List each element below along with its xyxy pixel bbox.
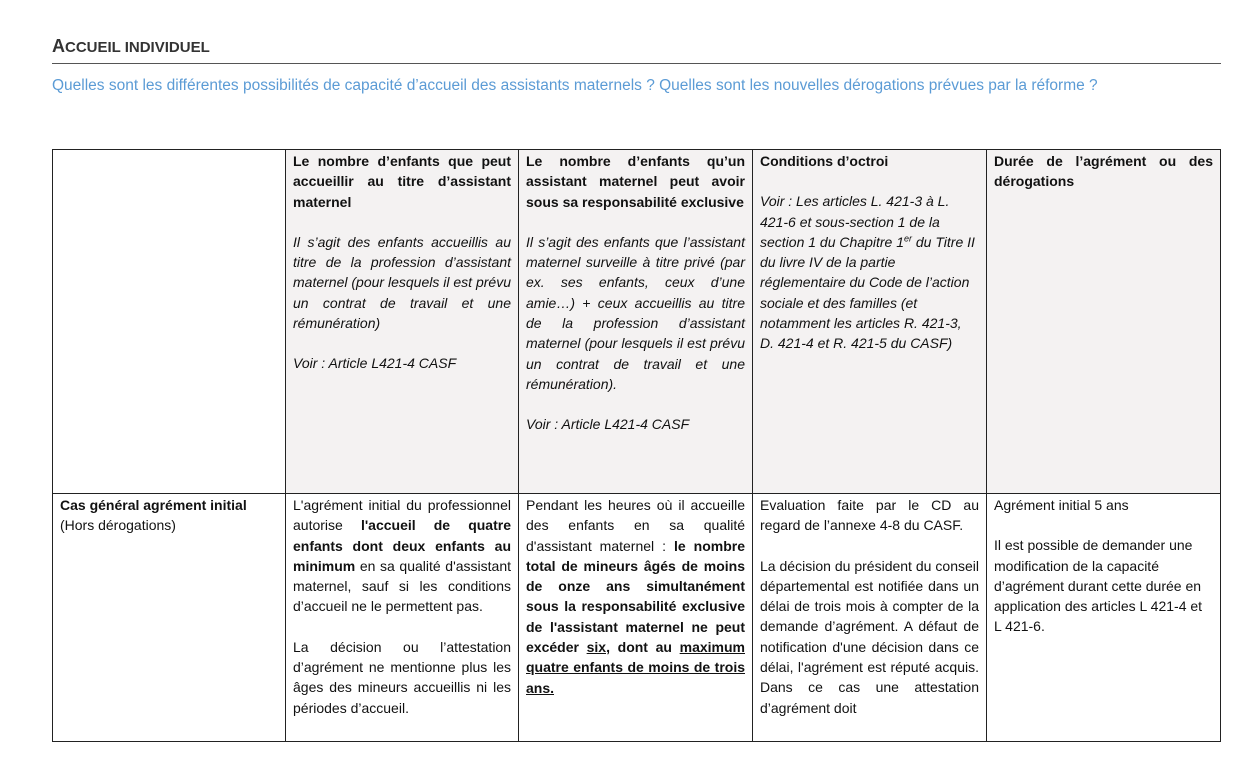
- row-conditions-paragraph-2: La décision du président du conseil départemental est notifiée dans un délai de trois mois à compter de la demande d’agrément. A défaut de notification d'une décision dans ce délai, l'agrément est réputé acquis. Dans ce cas une attestation d’agrément doit: [760, 557, 979, 716]
- row-duration-paragraph-1: Agrément initial 5 ans: [994, 497, 1129, 513]
- header-conditions-reference: Voir : Les articles L. 421-3 à L. 421-6 et sous-section 1 de la section 1 du Chapitre 1er du Titre II du livre IV de la partie réglementaire du Code de l’action sociale et des familles (et notamment les articles R. 421-3, D. 421-4 et R. 421-5 du CASF): [760, 193, 975, 352]
- header-cell-conditions: [753, 150, 987, 494]
- header-capacity-title: Le nombre d’enfants que peut accueillir au titre d’assistant maternel: [293, 153, 511, 210]
- row-capacity-cell: [286, 494, 519, 742]
- row-exclusive-paragraph: Pendant les heures où il accueille des enfants en sa qualité d'assistant maternel : le nombre total de mineurs âgés de moins de onze ans simultanément sous la responsabilité exclusive de l'assistant maternel ne peut excéder six, dont au maximum quatre enfants de moins de trois ans.: [526, 497, 746, 696]
- header-duration-title: Durée de l’agrément ou des dérogations: [994, 153, 1213, 190]
- table-header-row: [53, 150, 1221, 494]
- header-exclusive-note: Il s’agit des enfants que l’assistant maternel surveille à titre privé (par ex. ses enfants, ceux d’une amie…) + ceux accueillis au titre de la profession d’assistant maternel (pour lesquels il est prévu un contrat de travail et une rémunération).: [526, 233, 745, 392]
- header-exclusive-reference: Voir : Article L421-4 CASF: [526, 416, 690, 433]
- header-exclusive-title: Le nombre d’enfants qu’un assistant maternel peut avoir sous sa responsabilité exclusive: [526, 153, 745, 210]
- header-conditions-title: Conditions d’octroi: [760, 153, 889, 169]
- table-row: [53, 494, 1221, 742]
- row-label-cell: [53, 494, 286, 742]
- row-label: Cas général agrément initial (Hors dérogations): [60, 497, 247, 534]
- capacity-table: [52, 149, 1221, 742]
- row-capacity-paragraph-2: La décision ou l’attestation d’agrément ne mentionne plus les âges des mineurs accueillis ni les périodes d’accueil.: [293, 638, 511, 716]
- header-capacity-reference: Voir : Article L421-4 CASF: [293, 355, 457, 372]
- section-question: Quelles sont les différentes possibilités de capacité d’accueil des assistants maternels ? Quelles sont les nouvelles dérogations prévues par la réforme ?: [52, 77, 1098, 94]
- row-duration-cell: [987, 494, 1221, 742]
- header-cell-exclusive: [519, 150, 753, 494]
- row-capacity-paragraph-1: L'agrément initial du professionnel autorise l'accueil de quatre enfants dont deux enfants au minimum en sa qualité d'assistant maternel, sauf si les conditions d’accueil ne le permettent pas.: [293, 497, 511, 615]
- section-heading-rest: CCUEIL INDIVIDUEL: [65, 39, 210, 56]
- section-heading: [52, 36, 1221, 64]
- row-conditions-cell: [753, 494, 987, 742]
- header-cell-duration: [987, 150, 1221, 494]
- row-exclusive-cell: [519, 494, 753, 742]
- section-heading-initial: A: [52, 36, 65, 56]
- header-capacity-note: Il s’agit des enfants accueillis au titre de la profession d’assistant maternel (pour lesquels il est prévu un contrat de travail et une rémunération): [293, 233, 511, 332]
- header-cell-empty: [53, 150, 286, 494]
- header-cell-capacity: [286, 150, 519, 494]
- row-conditions-paragraph-1: Evaluation faite par le CD au regard de l’annexe 4-8 du CASF.: [760, 497, 979, 534]
- row-duration-paragraph-2: Il est possible de demander une modification de la capacité d’agrément durant cette durée en application des articles L 421-4 et L 421-6.: [994, 537, 1203, 635]
